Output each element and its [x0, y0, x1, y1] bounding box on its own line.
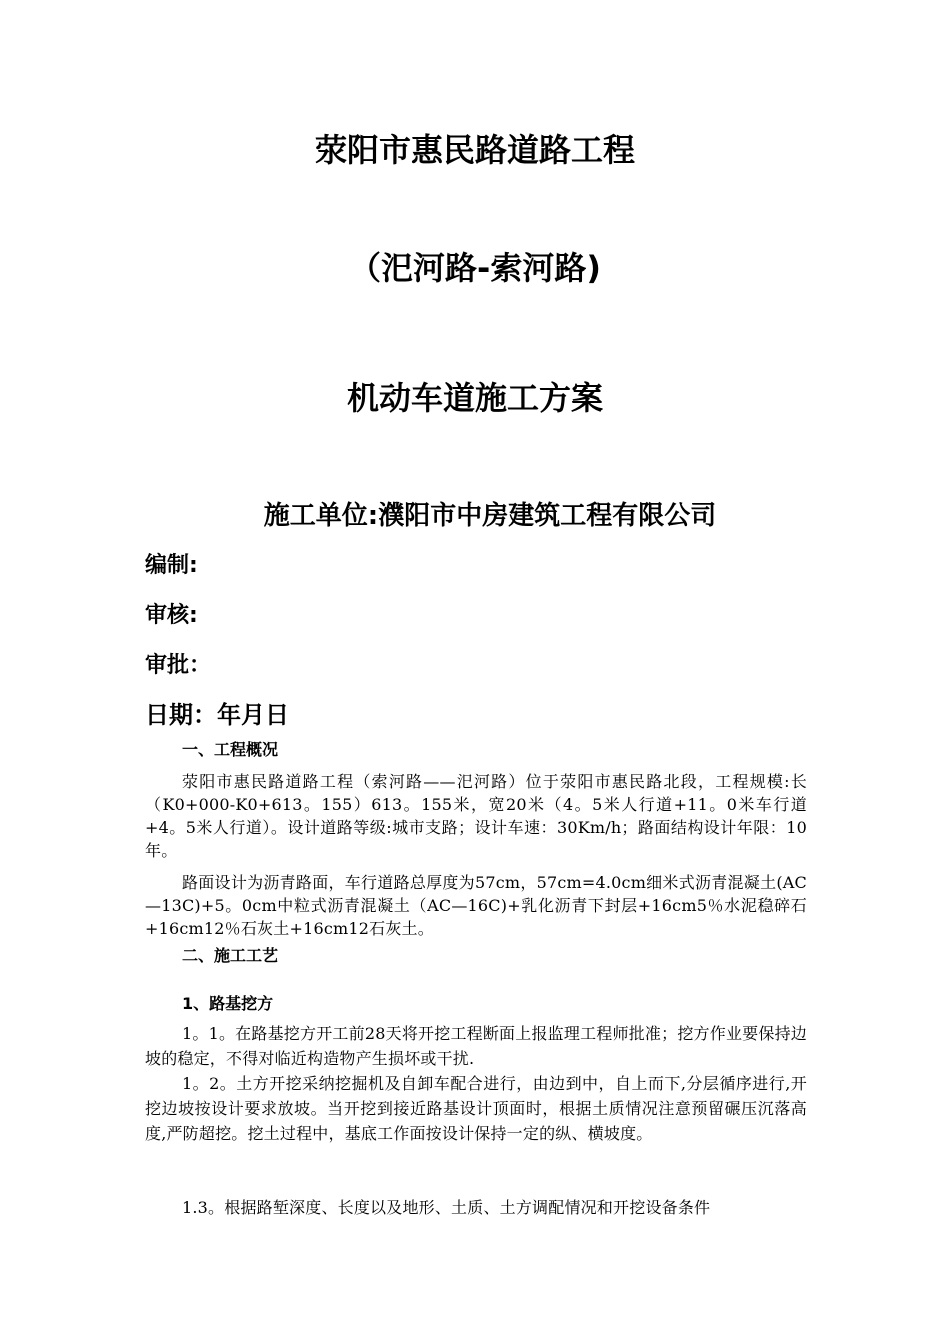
section-heading-overview: 一、工程概况	[182, 740, 279, 759]
overview-paragraph: 荥阳市惠民路道路工程（索河路——汜河路）位于荥阳市惠民路北段，工程规模:长（K0+000-K0+613。155）613。155米，宽20米（4。5米人行道+11。0米车行道+4。5米人行道）。设计道路等级:城市支路；设计车速：30Km/h；路面结构设计年限：10年。	[145, 772, 807, 860]
approved-by-label: 审批：	[145, 653, 212, 678]
compiled-by-label: 编制:	[145, 553, 198, 578]
subsection-heading-subgrade: 1、路基挖方	[182, 994, 274, 1013]
document-title: 荥阳市惠民路道路工程	[314, 131, 635, 169]
process-paragraph: 1.3。根据路堑深度、长度以及地形、土质、土方调配情况和开挖设备条件	[182, 1198, 711, 1217]
reviewed-by-label: 审核:	[145, 603, 198, 628]
section-heading-process: 二、施工工艺	[182, 946, 279, 965]
process-paragraph: 1。2。土方开挖采纳挖掘机及自卸车配合进行，由边到中，自上而下,分层循序进行,开挖边坡按设计要求放坡。当开挖到接近路基设计顶面时，根据土质情况注意预留碾压沉落高度,严防超挖。挖土过程中，基底工作面按设计保持一定的纵、横坡度。	[145, 1074, 807, 1143]
document-subtitle-road-section: （汜河路-索河路)	[349, 249, 601, 287]
process-paragraph: 1。1。在路基挖方开工前28天将开挖工程断面上报监理工程师批准；挖方作业要保持边坡的稳定，不得对临近构造物产生损坏或干扰.	[145, 1024, 807, 1068]
pavement-paragraph: 路面设计为沥青路面，车行道路总厚度为57cm，57cm=4.0cm细米式沥青混凝土(AC—13C)+5。0cm中粒式沥青混凝土（AC—16C)+乳化沥青下封层+16cm5％水泥稳碎石+16cm12％石灰土+16cm12石灰土。	[145, 873, 807, 938]
date-label: 日期：年月日	[145, 701, 289, 729]
document-subtitle-plan: 机动车道施工方案	[346, 379, 603, 417]
construction-unit: 施工单位:濮阳市中房建筑工程有限公司	[263, 501, 717, 531]
